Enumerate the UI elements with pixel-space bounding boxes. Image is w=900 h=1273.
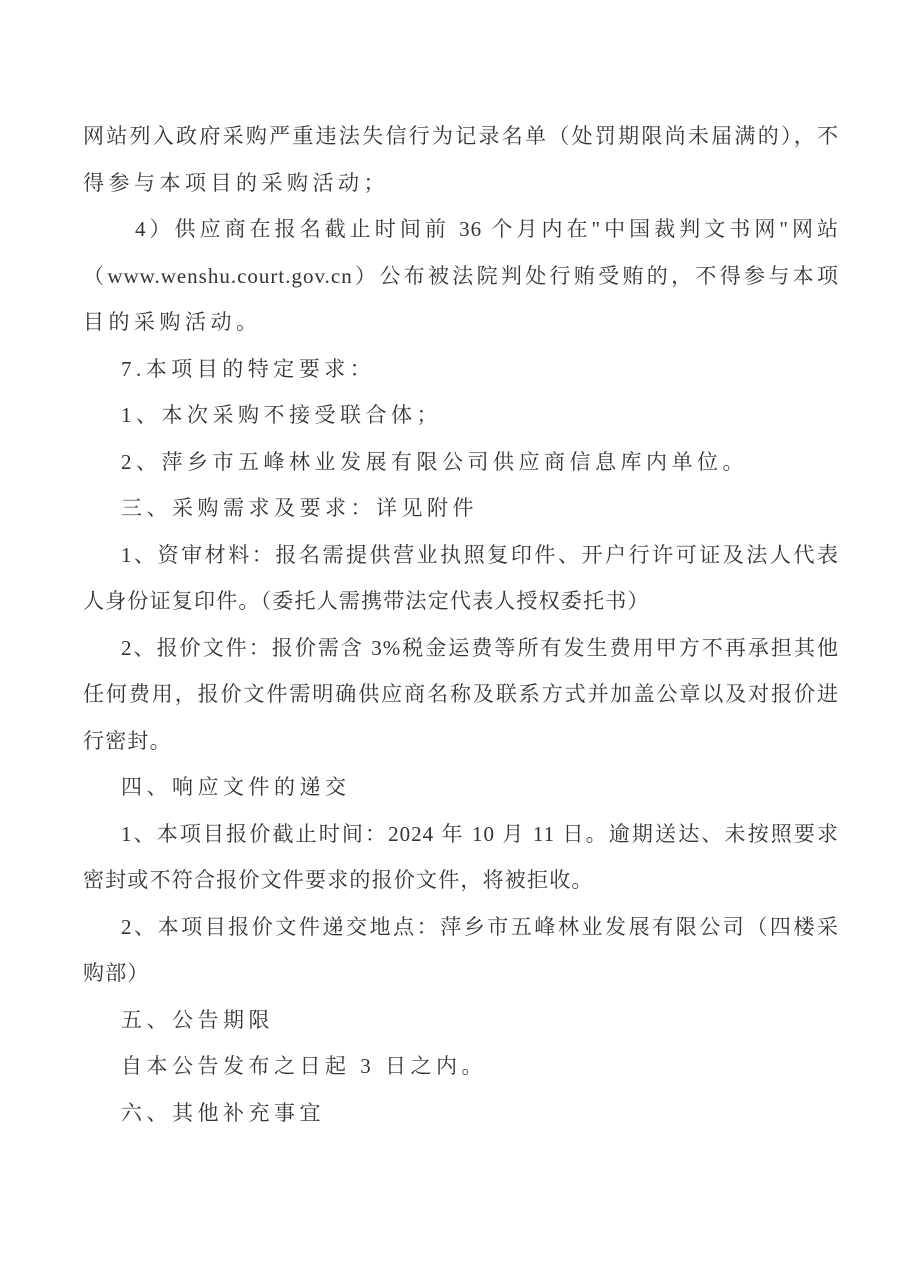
text-line: 1、本次采购不接受联合体； <box>121 403 442 427</box>
text-line: 网站列入政府采购严重违法失信行为记录名单（处罚期限尚未届满的），不 <box>83 124 839 148</box>
text-line: 购部） <box>83 961 150 985</box>
text-line: 得参与本项目的采购活动； <box>83 170 389 195</box>
text-line: 1、资审材料：报名需提供营业执照复印件、开户行许可证及法人代表 <box>121 542 839 567</box>
text-line: 2、萍乡市五峰林业发展有限公司供应商信息库内单位。 <box>121 449 748 474</box>
text-line: 六、其他补充事宜 <box>121 1100 325 1125</box>
text-line: 1、本项目报价截止时间：2024 年 10 月 11 日。逾期送达、未按照要求 <box>121 821 839 846</box>
text-line: （www.wenshu.court.gov.cn）公布被法院判处行贿受贿的，不得参与本项 <box>83 263 839 288</box>
text-line: 行密封。 <box>83 728 172 753</box>
text-line: 四、响应文件的递交 <box>121 775 351 799</box>
text-line: 密封或不符合报价文件要求的报价文件，将被拒收。 <box>83 868 594 892</box>
text-line: 4）供应商在报名截止时间前 36 个月内在"中国裁判文书网"网站 <box>135 217 839 241</box>
text-line: 自本公告发布之日起 3 日之内。 <box>121 1054 487 1078</box>
document-body <box>83 113 839 1136</box>
text-line: 五、公告期限 <box>121 1007 274 1032</box>
text-line: 2、本项目报价文件递交地点：萍乡市五峰林业发展有限公司（四楼采 <box>121 914 839 939</box>
text-line: 三、采购需求及要求：详见附件 <box>121 496 478 520</box>
text-line: 目的采购活动。 <box>83 310 262 334</box>
text-line: 任何费用，报价文件需明确供应商名称及联系方式并加盖公章以及对报价进 <box>83 682 839 706</box>
text-line: 人身份证复印件。（委托人需携带法定代表人授权委托书） <box>83 589 650 613</box>
text-line: 2、报价文件：报价需含 3%税金运费等所有发生费用甲方不再承担其他 <box>121 635 839 660</box>
text-line: 7.本项目的特定要求： <box>121 356 376 381</box>
